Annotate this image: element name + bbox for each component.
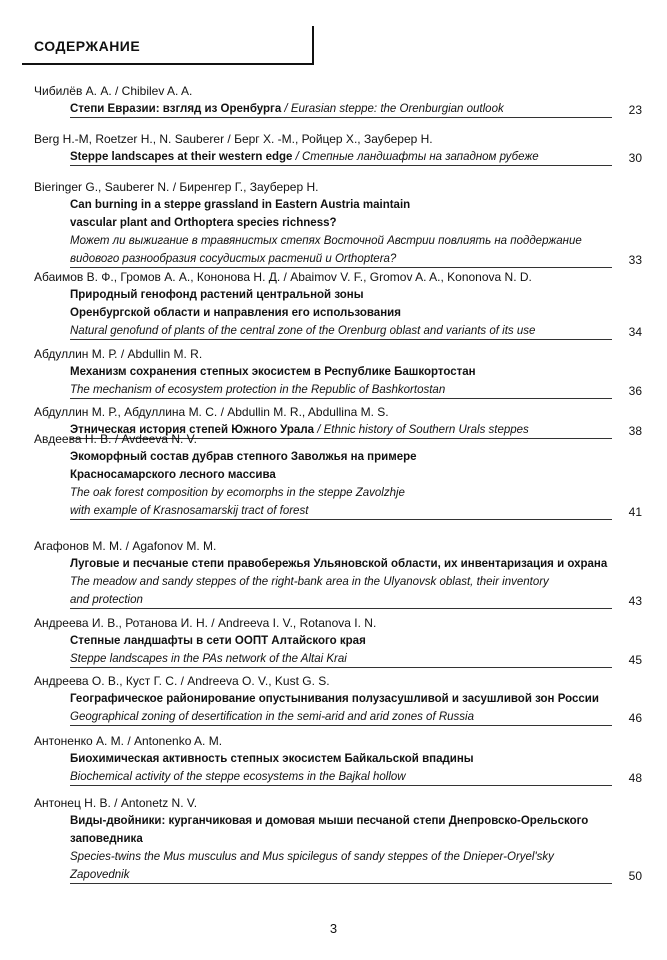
entry-title: Этническая история степей Южного Урала	[70, 424, 315, 436]
entry-title: Степи Евразии: взгляд из Оренбурга	[70, 103, 282, 115]
entry-title-line	[70, 447, 612, 465]
entry-authors: Антоненко А. М. / Antonenko A. M.	[34, 734, 223, 748]
entry-body	[70, 749, 612, 786]
toc-entry	[34, 616, 642, 668]
entry-title-line	[70, 749, 612, 767]
entry-translation: The oak forest composition by ecomorphs in the steppe Zavolzhje	[70, 487, 405, 499]
entry-authors: Bieringer G., Sauberer N. / Биренгер Г., Зауберер Н.	[34, 180, 319, 194]
entry-title-line	[70, 689, 612, 707]
entry-authors: Абаимов В. Ф., Громов А. А., Кононова Н. Д. / Abaimov V. F., Gromov A. A., Kononova N. D.	[34, 270, 532, 284]
entry-authors: Berg H.-M, Roetzer H., N. Sauberer / Берг Х. -М., Ройцер Х., Зауберер Н.	[34, 132, 433, 146]
entry-title-line	[70, 465, 612, 483]
entry-title-line	[70, 572, 612, 590]
entry-title-line	[70, 303, 612, 321]
entry-title-line	[70, 195, 612, 213]
header-right-border	[312, 26, 314, 65]
entry-translation: видового разнообразия сосудистых растений и Orthoptera?	[70, 253, 397, 265]
entry-title-line	[70, 231, 612, 249]
entry-translation: The meadow and sandy steppes of the right-bank area in the Ulyanovsk oblast, their inventory	[70, 576, 549, 588]
entry-title-line	[70, 249, 612, 268]
entry-title-line	[70, 285, 612, 303]
entry-translation: / Eurasian steppe: the Orenburgian outlook	[281, 103, 504, 115]
entry-authors: Андреева О. В., Куст Г. С. / Andreeva O. V., Kust G. S.	[34, 674, 330, 688]
entry-page-number: 41	[628, 505, 642, 519]
entry-authors: Антонец Н. В. / Antonetz N. V.	[34, 796, 198, 810]
entry-translation: Steppe landscapes in the PAs network of the Altai Krai	[70, 653, 347, 665]
entry-title-line	[70, 554, 612, 572]
entry-title-line	[70, 362, 612, 380]
toc-entry	[34, 180, 642, 268]
entry-body	[70, 147, 612, 166]
entry-page-number: 45	[628, 653, 642, 667]
entry-page-number: 43	[628, 594, 642, 608]
entry-title: Виды-двойники: курганчиковая и домовая мыши песчаной степи Днепровско-Орельского	[70, 815, 589, 827]
entry-translation: Может ли выжигание в травянистых степях Восточной Австрии повлиять на поддержание	[70, 235, 582, 247]
toc-entry	[34, 674, 642, 726]
entry-title-line	[70, 99, 612, 118]
toc-entry	[34, 432, 642, 520]
entry-authors: Абдуллин М. Р. / Abdullin M. R.	[34, 347, 203, 361]
entry-body	[70, 631, 612, 668]
entry-title: Луговые и песчаные степи правобережья Ульяновской области, их инвентаризация и охрана	[70, 558, 608, 570]
entry-authors: Чибилёв А. А. / Chibilev A. A.	[34, 84, 193, 98]
entry-body	[70, 554, 612, 609]
entry-title-line	[70, 767, 612, 786]
entry-page-number: 36	[628, 384, 642, 398]
contents-heading: СОДЕРЖАНИЕ	[34, 38, 141, 54]
entry-page-number: 30	[628, 151, 642, 165]
entry-title-line	[70, 649, 612, 668]
toc-entry	[34, 84, 642, 118]
entry-authors: Андреева И. В., Ротанова И. Н. / Andreeva I. V., Rotanova I. N.	[34, 616, 377, 630]
entry-title: Красносамарского лесного массива	[70, 469, 276, 481]
entry-page-number: 38	[628, 424, 642, 438]
entry-title-line	[70, 811, 612, 829]
toc-entry	[34, 539, 642, 609]
entry-title-line	[70, 380, 612, 399]
entry-body	[70, 195, 612, 268]
entry-page-number: 46	[628, 711, 642, 725]
toc-entry	[34, 796, 642, 884]
toc-entry	[34, 734, 642, 786]
entry-body	[70, 447, 612, 520]
page-number: 3	[329, 921, 338, 936]
entry-body	[70, 689, 612, 726]
entry-title-line	[70, 865, 612, 884]
entry-title: Степные ландшафты в сети ООПТ Алтайского края	[70, 635, 366, 647]
entry-title: Экоморфный состав дубрав степного Заволжья на примере	[70, 451, 417, 463]
entry-translation: Geographical zoning of desertification in the semi-arid and arid zones of Russia	[70, 711, 474, 723]
toc-entry	[34, 347, 642, 399]
entry-translation: / Ethnic history of Southern Urals steppes	[314, 424, 529, 436]
entry-title-line	[70, 501, 612, 520]
entry-title-line	[70, 321, 612, 340]
entry-title: vascular plant and Orthoptera species richness?	[70, 217, 337, 229]
entry-translation: and protection	[70, 594, 143, 606]
entry-title-line	[70, 147, 612, 166]
entry-title: заповедника	[70, 833, 143, 845]
header-underline	[22, 63, 314, 65]
entry-page-number: 33	[628, 253, 642, 267]
entry-title-line	[70, 631, 612, 649]
entry-title: Биохимическая активность степных экосистем Байкальской впадины	[70, 753, 474, 765]
entry-title: Can burning in a steppe grassland in Eastern Austria maintain	[70, 199, 411, 211]
entry-title-line	[70, 590, 612, 609]
entry-body	[70, 285, 612, 340]
entry-translation: Zapovednik	[70, 869, 130, 881]
entry-page-number: 34	[628, 325, 642, 339]
entry-body	[70, 99, 612, 118]
entry-title-line	[70, 847, 612, 865]
entry-authors: Абдуллин М. Р., Абдуллина М. С. / Abdullin M. R., Abdullina M. S.	[34, 405, 389, 419]
entry-title: Механизм сохранения степных экосистем в Республике Башкортостан	[70, 366, 476, 378]
toc-entry	[34, 270, 642, 340]
entry-page-number: 23	[628, 103, 642, 117]
entry-body	[70, 362, 612, 399]
entry-translation: with example of Krasnosamarskij tract of forest	[70, 505, 309, 517]
entry-authors: Авдеева Н. В. / Avdeeva N. V.	[34, 432, 197, 446]
toc-entry	[34, 132, 642, 166]
entry-translation: Biochemical activity of the steppe ecosystems in the Bajkal hollow	[70, 771, 406, 783]
entry-page-number: 48	[628, 771, 642, 785]
entry-translation: Natural genofund of plants of the central zone of the Orenburg oblast and variants of its use	[70, 325, 536, 337]
entry-title: Природный генофонд растений центральной зоны	[70, 289, 364, 301]
entry-title: Географическое районирование опустынивания полузасушливой и засушливой зон России	[70, 693, 599, 705]
entry-authors: Агафонов М. М. / Agafonov M. M.	[34, 539, 217, 553]
entry-title-line	[70, 707, 612, 726]
entry-title-line	[70, 483, 612, 501]
entry-body	[70, 811, 612, 884]
entry-translation: Species-twins the Mus musculus and Mus spicilegus of sandy steppes of the Dnieper-Oryel'sky	[70, 851, 554, 863]
entry-title: Оренбургской области и направления его использования	[70, 307, 401, 319]
entry-translation: / Степные ландшафты на западном рубеже	[292, 151, 539, 163]
entry-title: Steppe landscapes at their western edge	[70, 151, 293, 163]
entry-page-number: 50	[628, 869, 642, 883]
entry-title-line	[70, 829, 612, 847]
entry-translation: The mechanism of ecosystem protection in the Republic of Bashkortostan	[70, 384, 446, 396]
entry-title-line	[70, 213, 612, 231]
